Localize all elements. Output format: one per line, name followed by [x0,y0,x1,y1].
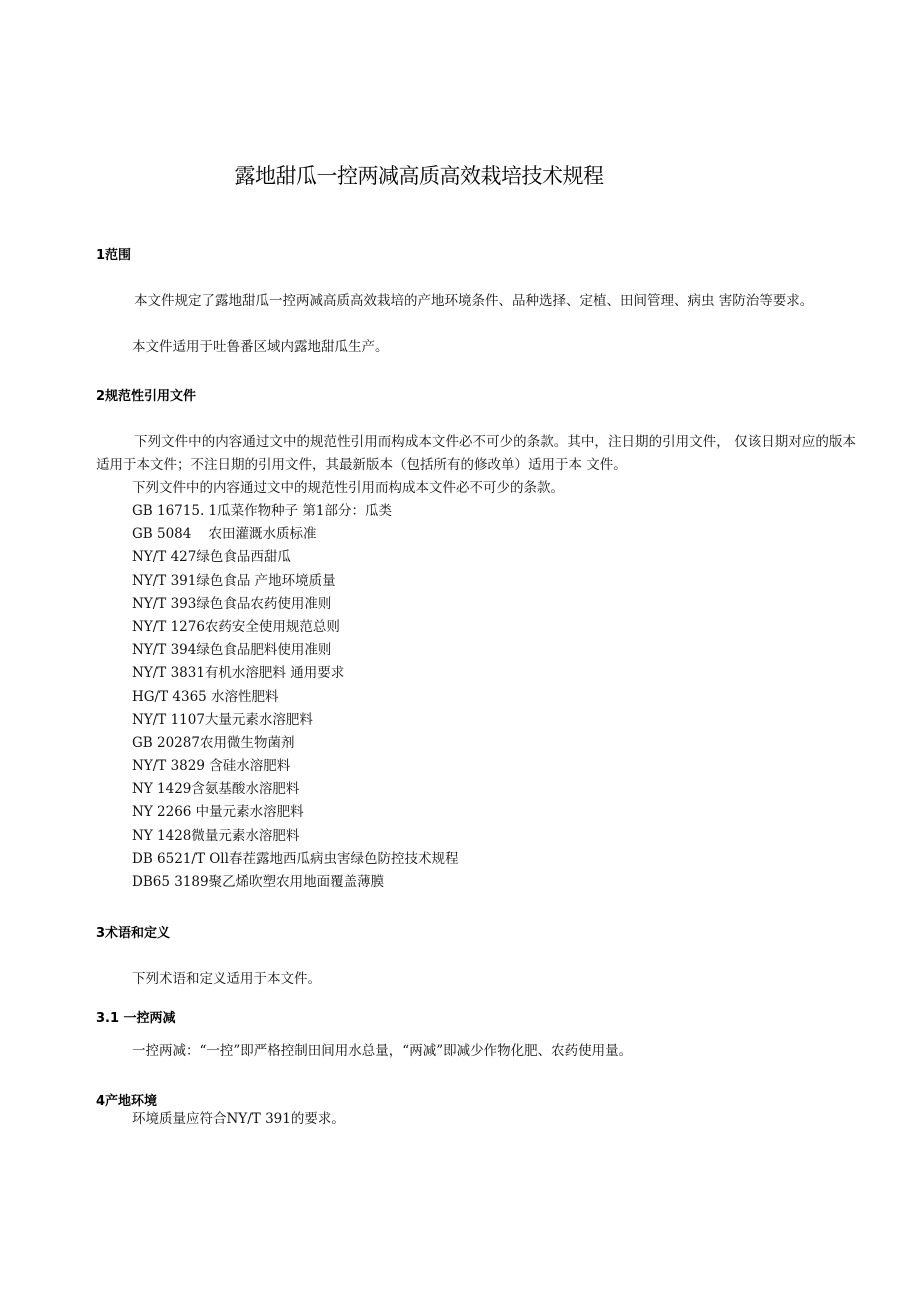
reference-item: NY/T 3831有机水溶肥料 通用要求 [132,665,345,682]
reference-item: NY/T 394绿色食品肥料使用准则 [132,642,332,659]
reference-item: NY 1429含氨基酸水溶肥料 [132,781,300,798]
reference-list [132,500,458,894]
scope-paragraph-2: 本文件适用于吐鲁番区域内露地甜瓜生产。 [132,339,389,355]
reference-item: NY 2266 中量元素水溶肥料 [132,804,304,821]
terms-paragraph: 下列术语和定义适用于本文件。 [132,971,321,987]
scope-paragraph-1: 本文件规定了露地甜瓜一控两减高质高效栽培的产地环境条件、品种选择、定植、田间管理、病虫 害防治等要求。 [134,293,814,309]
reference-item: NY/T 1276农药安全使用规范总则 [132,618,340,635]
reference-item: GB 16715. 1瓜菜作物种子 第1部分：瓜类 [132,503,392,519]
reference-item: GB 5084 农田灌溉水质标准 [132,526,317,543]
definition-paragraph: 一控两减：“一控”即严格控制田间用水总量，“两减”即减少作物化肥、农药使用量。 [132,1043,633,1059]
section-heading-scope: 1范围 [96,248,132,263]
reference-item: NY/T 427绿色食品西甜瓜 [132,549,291,566]
reference-item: DB 6521/T Oll春茬露地西瓜病虫害绿色防控技术规程 [132,850,459,867]
reference-item: NY 1428微量元素水溶肥料 [132,827,300,844]
document-title: 露地甜瓜一控两减高质高效栽培技术规程 [234,164,604,188]
references-paragraph-2: 下列文件中的内容通过文中的规范性引用而构成本文件必不可少的条款。 [132,480,564,496]
reference-item: NY/T 393绿色食品农药使用准则 [132,595,332,612]
subsection-heading-one-control-two-reductions: 3.1 一控两减 [96,1011,176,1026]
reference-item: HG/T 4365 水溶性肥料 [132,688,279,705]
environment-paragraph: 环境质量应符合NY/T 391的要求。 [132,1111,345,1127]
section-heading-production-environment: 4产地环境 [96,1094,158,1109]
references-paragraph-1: 下列文件中的内容通过文中的规范性引用而构成本文件必不可少的条款。其中，注日期的引用文件， 仅该日期对应的版本适用于本文件；不注日期的引用文件，其最新版本（包括所有的修改单）适用于本 文件。 [96,434,856,473]
reference-item: NY/T 3829 含硅水溶肥料 [132,758,291,775]
reference-item: NY/T 1107大量元素水溶肥料 [132,711,313,728]
section-heading-normative-references: 2规范性引用文件 [96,389,197,404]
reference-item: DB65 3189聚乙烯吹塑农用地面覆盖薄膜 [132,874,385,890]
reference-item: GB 20287农用微生物菌剂 [132,734,295,751]
reference-item: NY/T 391绿色食品 产地环境质量 [132,572,336,589]
section-heading-terms: 3术语和定义 [96,926,171,941]
